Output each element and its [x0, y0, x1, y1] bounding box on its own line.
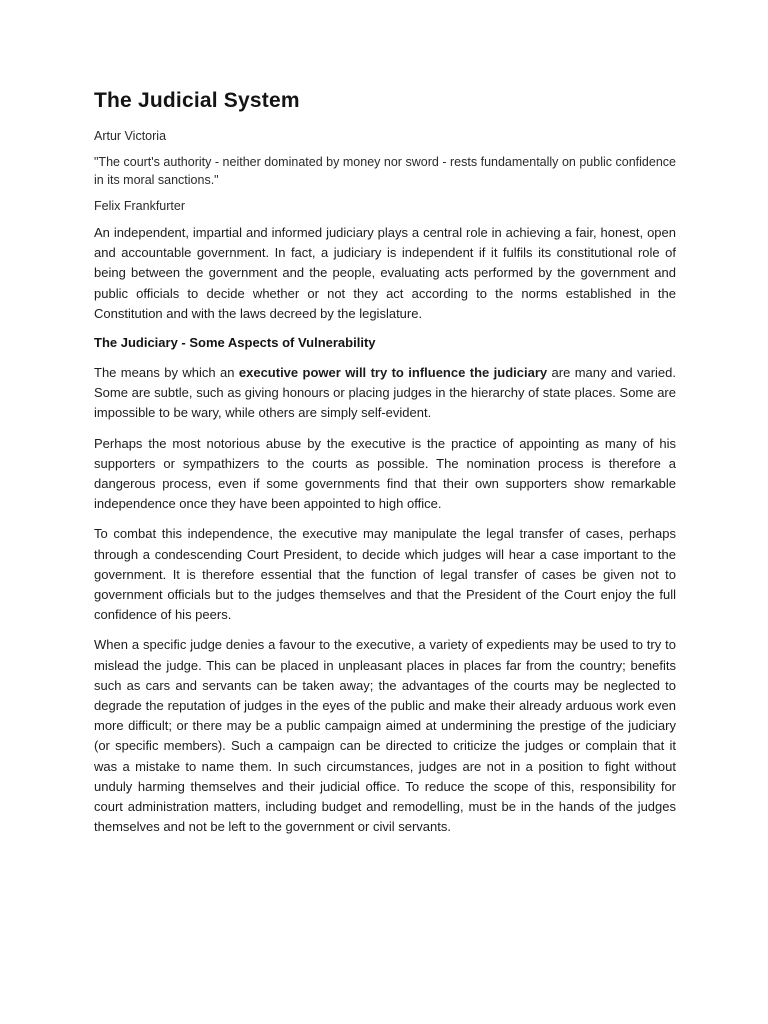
section-heading: The Judiciary - Some Aspects of Vulnerability — [94, 335, 376, 351]
paragraph-appointments: Perhaps the most notorious abuse by the executive is the practice of appointing as many of his supporters or sympathizers to the courts as possible. The nomination process is therefore a dangerous process, even if some governments find that their own supporters show remarkable independence once they have been appointed to high office. — [94, 435, 676, 512]
document-title: The Judicial System — [94, 89, 300, 112]
paragraph-expedients: When a specific judge denies a favour to the executive, a variety of expedients may be used to try to mislead the judge. This can be placed in unpleasant places in places far from the country; benefits such as cars and servants can be taken away; the advantages of the courts may be neglected to degrade the reputation of judges in the eyes of the public and make their already arduous work even more difficult; or there may be a public campaign aimed at undermining the prestige of the judiciary (or specific members). Such a campaign can be directed to criticize the judges or complain that it was a mistake to name them. In such circumstances, judges are not in a position to fight without unduly harming themselves and their judicial office. To reduce the scope of this, responsibility for court administration matters, including budget and remodelling, must be in the hands of the judges themselves and not be left to the government or civil servants. — [94, 637, 676, 835]
paragraph-text: are many and varied. Some are subtle, such as giving honours or placing judges in the hierarchy of state places. Some are impossible to be wary, while others are simply self-evident. — [94, 365, 677, 421]
author-name: Artur Victoria — [94, 129, 167, 143]
intro-paragraph: An independent, impartial and informed judiciary plays a central role in achieving a fair, honest, open and accountable government. In fact, a judiciary is independent if it fulfils its constitutional role of being between the government and the people, evaluating acts performed by the government and public officials to decide whether or not they act according to the norms established in the Constitution and with the laws decreed by the legislature. — [94, 225, 676, 321]
paragraph-executive-influence — [94, 363, 676, 424]
epigraph-author: Felix Frankfurter — [94, 199, 185, 213]
epigraph-quote: "The court's authority - neither dominated by money nor sword - rests fundamentally on public confidence in its moral sanctions." — [94, 155, 676, 187]
paragraph-case-transfer: To combat this independence, the executive may manipulate the legal transfer of cases, perhaps through a condescending Court President, to decide which judges will hear a case important to the government. It is therefore essential that the function of legal transfer of cases be given not to government officials but to the judges themselves and that the President of the Court enjoy the full confidence of his peers. — [94, 526, 676, 623]
paragraph-text: The means by which an — [94, 365, 239, 381]
paragraph-bold-phrase: executive power will try to influence the judiciary — [238, 365, 548, 381]
